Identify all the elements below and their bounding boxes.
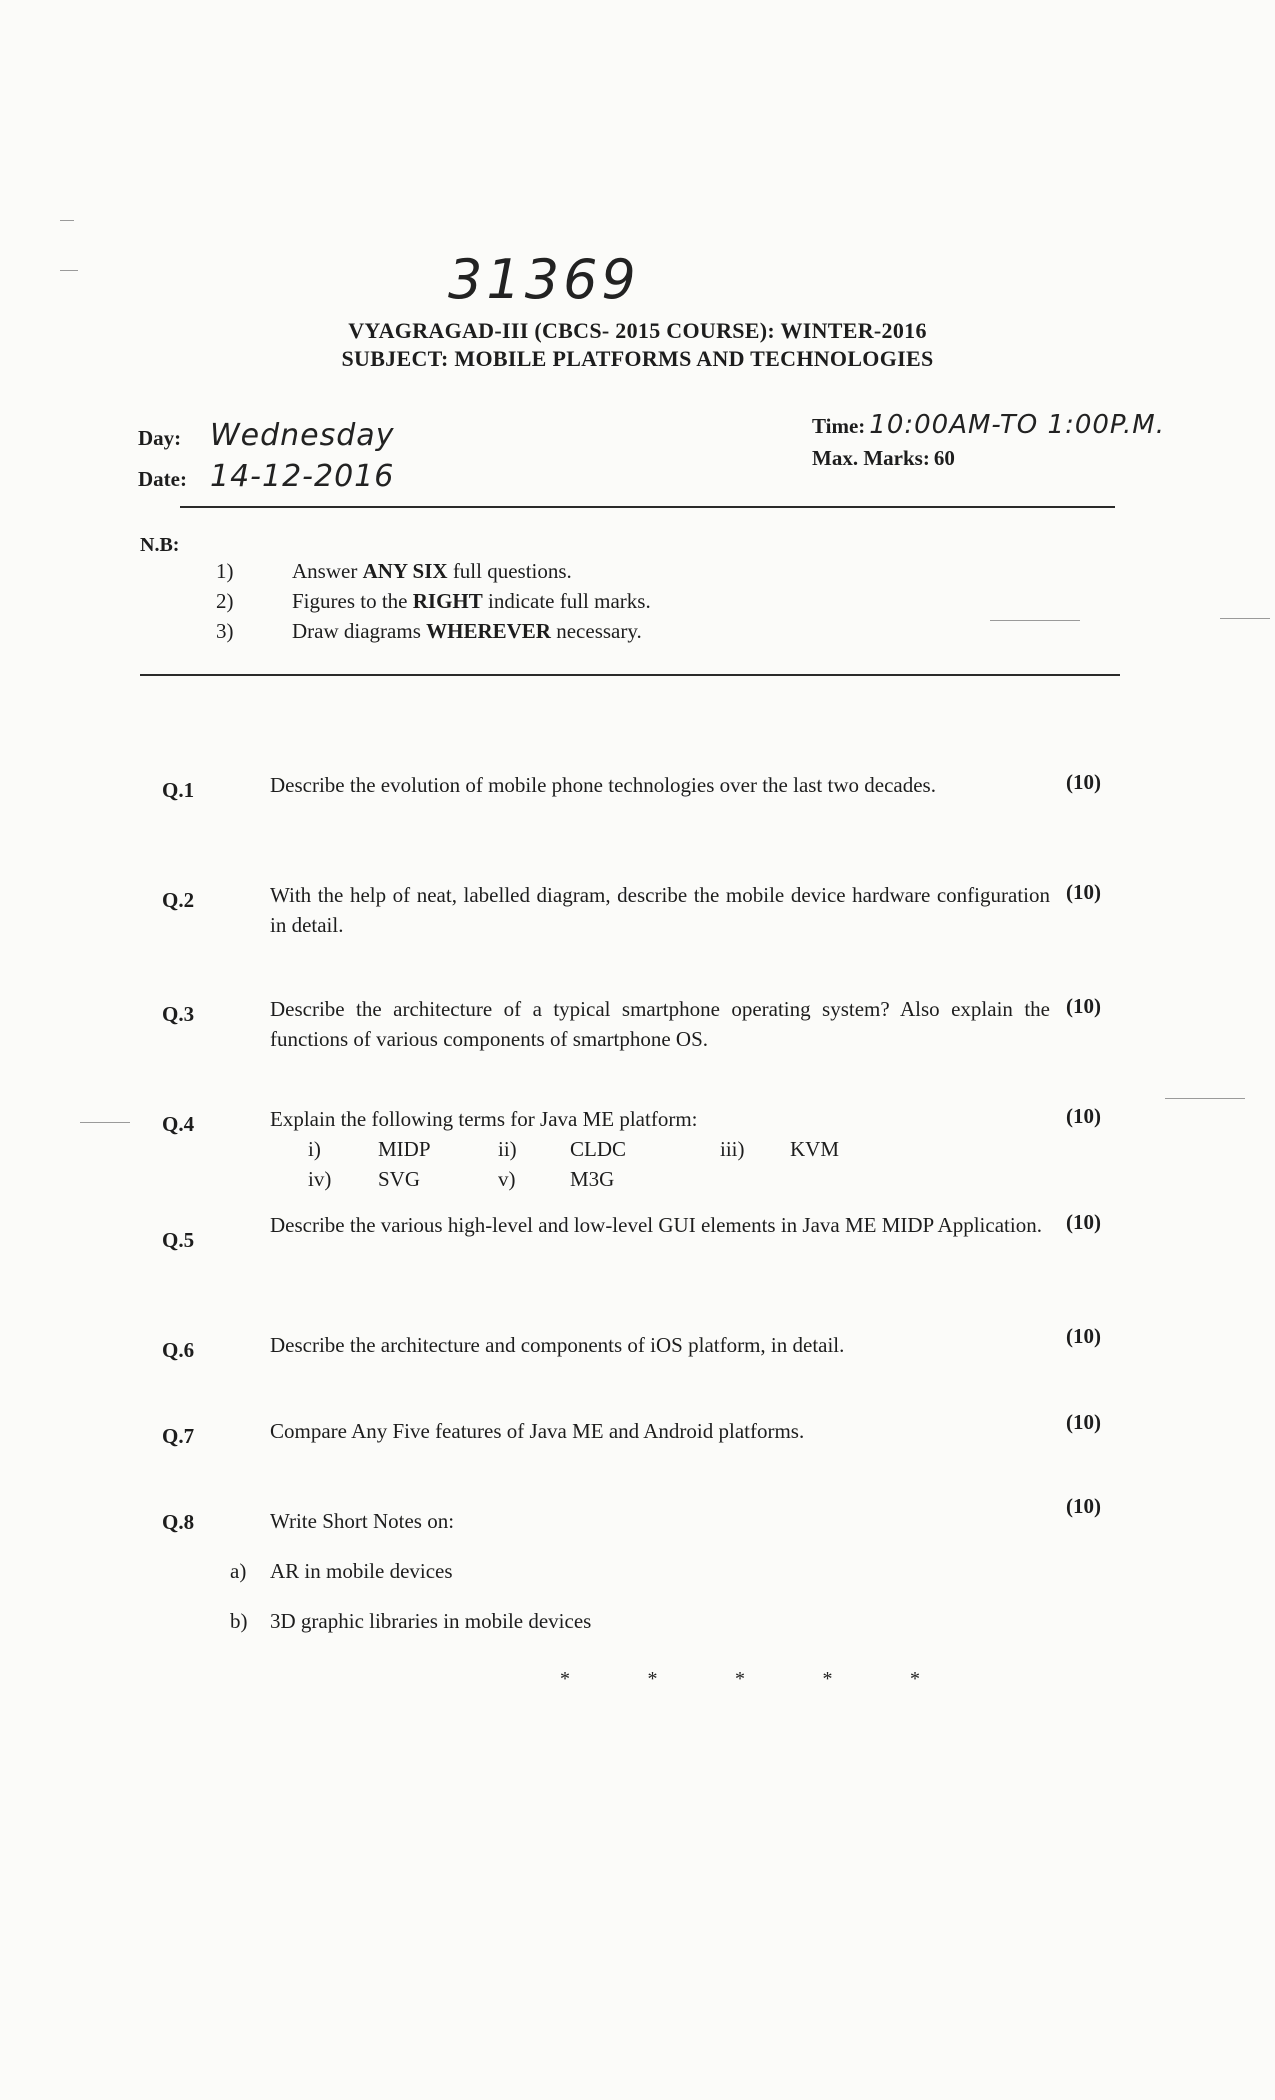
question-marks: (10) bbox=[1066, 994, 1101, 1018]
question-number: Q.8 bbox=[162, 1510, 195, 1534]
question-marks: (10) bbox=[1066, 1494, 1101, 1518]
scan-speck bbox=[60, 270, 78, 271]
question-text bbox=[230, 1506, 1050, 1636]
term-index: i) bbox=[308, 1137, 321, 1161]
instructions-list bbox=[216, 556, 651, 646]
term-name: M3G bbox=[570, 1167, 615, 1191]
term-index: v) bbox=[498, 1167, 516, 1191]
date-value: 14-12-2016 bbox=[210, 459, 395, 494]
exam-title: VYAGRAGAD-III (CBCS- 2015 COURSE): WINTER-2016 bbox=[348, 318, 927, 343]
short-note-item bbox=[230, 1606, 1050, 1636]
question-number: Q.5 bbox=[162, 1228, 195, 1252]
question-prompt: Write Short Notes on: bbox=[270, 1509, 455, 1533]
end-star: * bbox=[560, 1668, 570, 1690]
subject-title: SUBJECT: MOBILE PLATFORMS AND TECHNOLOGIES bbox=[341, 346, 934, 371]
max-marks-value: 60 bbox=[933, 446, 955, 470]
question-text: Describe the architecture of a typical smartphone operating system? Also explain the functions of various components of smartphone OS. bbox=[270, 997, 1050, 1051]
short-note-letter: a) bbox=[230, 1559, 247, 1583]
instruction-item bbox=[216, 616, 651, 646]
day-date-block bbox=[138, 418, 394, 500]
question-text: Compare Any Five features of Java ME and Android platforms. bbox=[270, 1419, 805, 1443]
scan-speck bbox=[990, 620, 1080, 621]
day-value: Wednesday bbox=[210, 418, 395, 453]
scan-speck bbox=[1220, 618, 1270, 619]
instruction-text: Draw diagrams WHEREVER necessary. bbox=[292, 619, 642, 643]
end-star: * bbox=[647, 1668, 658, 1690]
day-label: Day: bbox=[138, 426, 182, 450]
term-index: iii) bbox=[720, 1137, 745, 1161]
end-star: * bbox=[822, 1668, 833, 1690]
nb-label: N.B: bbox=[140, 534, 180, 556]
short-note-item bbox=[230, 1556, 1050, 1586]
question-number: Q.7 bbox=[162, 1424, 195, 1448]
short-note-letter: b) bbox=[230, 1609, 248, 1633]
question-prompt: Explain the following terms for Java ME platform: bbox=[270, 1107, 698, 1131]
term-name: CLDC bbox=[570, 1137, 627, 1161]
question-marks: (10) bbox=[1066, 1324, 1101, 1348]
question-text: With the help of neat, labelled diagram, describe the mobile device hardware configuration in detail. bbox=[270, 883, 1050, 937]
question-text: Describe the various high-level and low-level GUI elements in Java ME MIDP Application. bbox=[270, 1213, 1042, 1237]
instruction-item bbox=[216, 556, 651, 586]
divider-top bbox=[180, 506, 1115, 508]
time-marks-block bbox=[812, 410, 1165, 471]
question-marks: (10) bbox=[1066, 770, 1101, 794]
question-marks: (10) bbox=[1066, 880, 1101, 904]
time-label: Time: bbox=[812, 414, 866, 438]
paper-code: 31369 bbox=[448, 248, 640, 311]
date-row bbox=[138, 459, 394, 494]
divider-bottom bbox=[140, 674, 1120, 676]
instruction-text: Answer ANY SIX full questions. bbox=[292, 559, 572, 583]
question-marks: (10) bbox=[1066, 1410, 1101, 1434]
max-marks-label: Max. Marks: bbox=[812, 446, 930, 470]
short-note-text: 3D graphic libraries in mobile devices bbox=[270, 1609, 592, 1633]
term-name: MIDP bbox=[378, 1137, 431, 1161]
question-number: Q.2 bbox=[162, 888, 195, 912]
question-text bbox=[270, 1104, 1050, 1194]
term-name: SVG bbox=[378, 1167, 421, 1191]
time-value: 10:00AM-TO 1:00P.M. bbox=[869, 410, 1165, 440]
question-number: Q.6 bbox=[162, 1338, 195, 1362]
question-number: Q.4 bbox=[162, 1112, 195, 1136]
instruction-number: 1) bbox=[216, 559, 234, 583]
scan-speck bbox=[80, 1122, 130, 1123]
question-marks: (10) bbox=[1066, 1210, 1101, 1234]
time-row bbox=[812, 410, 1165, 440]
term-index: ii) bbox=[498, 1137, 517, 1161]
day-row bbox=[138, 418, 394, 453]
question-number: Q.3 bbox=[162, 1002, 195, 1026]
question-text: Describe the evolution of mobile phone technologies over the last two decades. bbox=[270, 773, 936, 797]
instruction-number: 2) bbox=[216, 589, 234, 613]
scan-speck bbox=[60, 220, 74, 221]
scan-speck bbox=[1165, 1098, 1245, 1099]
instruction-number: 3) bbox=[216, 619, 234, 643]
short-note-text: AR in mobile devices bbox=[270, 1559, 453, 1583]
question-marks: (10) bbox=[1066, 1104, 1101, 1128]
end-star: * bbox=[910, 1668, 920, 1690]
term-index: iv) bbox=[308, 1167, 332, 1191]
instruction-item bbox=[216, 586, 651, 616]
instruction-text: Figures to the RIGHT indicate full marks. bbox=[292, 589, 651, 613]
terms-grid bbox=[308, 1134, 1050, 1194]
end-star: * bbox=[735, 1668, 745, 1690]
end-of-paper-marks bbox=[560, 1668, 920, 1691]
max-marks-row bbox=[812, 446, 1165, 471]
term-name: KVM bbox=[790, 1137, 840, 1161]
question-text: Describe the architecture and components of iOS platform, in detail. bbox=[270, 1333, 845, 1357]
question-number: Q.1 bbox=[162, 778, 195, 802]
date-label: Date: bbox=[138, 467, 187, 491]
